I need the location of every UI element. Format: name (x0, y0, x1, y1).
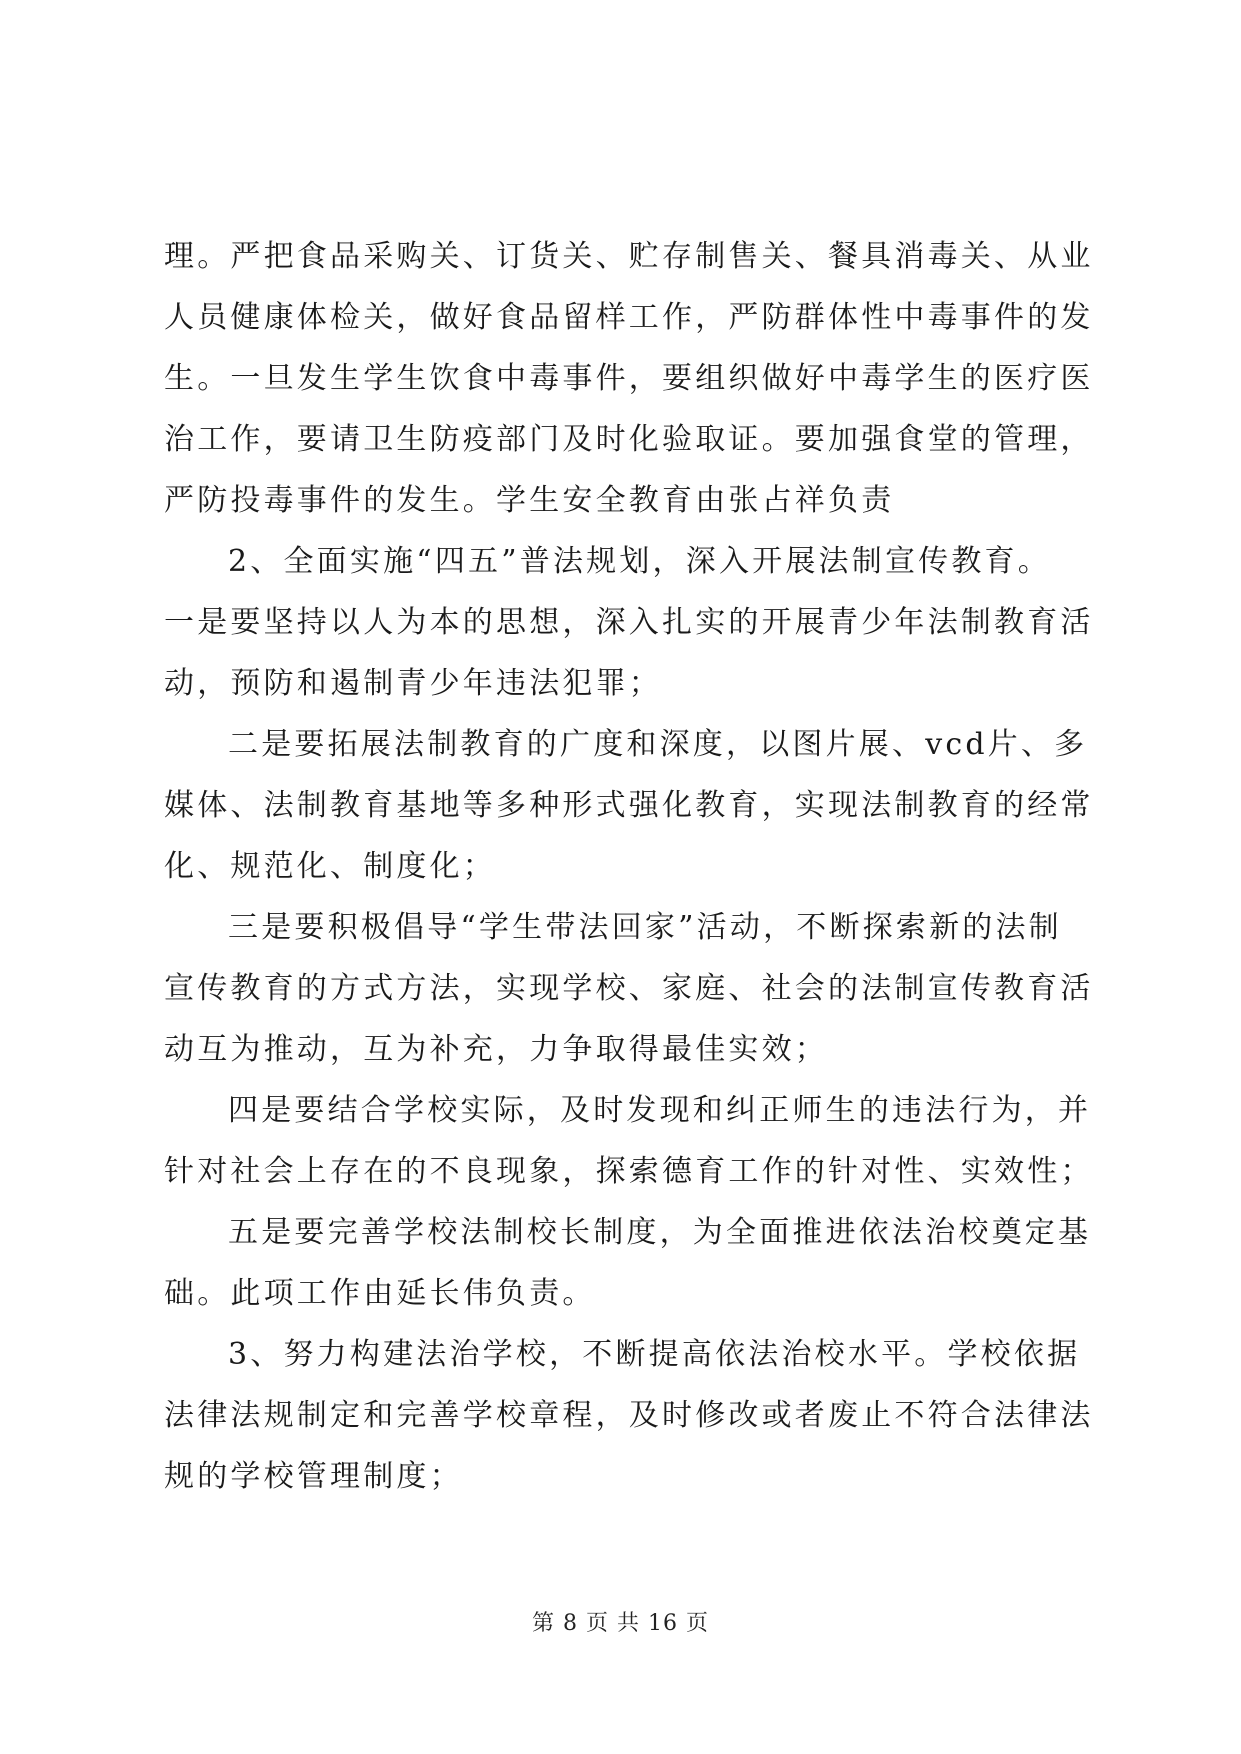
paragraph-start-line: 2、全面实施“四五”普法规划，深入开展法制宣传教育。 (228, 544, 1051, 579)
text-line: 治工作，要请卫生防疫部门及时化验取证。要加强食堂的管理， (164, 422, 1094, 457)
text-line: 础。此项工作由延长伟负责。 (164, 1276, 596, 1311)
text-line: 严防投毒事件的发生。学生安全教育由张占祥负责 (164, 483, 895, 518)
text-line: 媒体、法制教育基地等多种形式强化教育，实现法制教育的经常 (164, 788, 1094, 823)
document-body (164, 226, 1094, 1507)
paragraph-start-line: 三是要积极倡导“学生带法回家”活动，不断探索新的法制 (228, 910, 1062, 945)
text-line: 动，预防和遏制青少年违法犯罪； (164, 666, 662, 701)
text-line: 生。一旦发生学生饮食中毒事件，要组织做好中毒学生的医疗医 (164, 361, 1094, 396)
text-line: 宣传教育的方式方法，实现学校、家庭、社会的法制宣传教育活 (164, 971, 1094, 1006)
paragraph-start-line: 3、努力构建法治学校，不断提高依法治校水平。学校依据 (228, 1337, 1081, 1372)
text-line: 规的学校管理制度； (164, 1459, 463, 1494)
text-line: 动互为推动，互为补充，力争取得最佳实效； (164, 1032, 828, 1067)
page-number-footer: 第 8 页 共 16 页 (532, 1611, 709, 1636)
text-line: 人员健康体检关，做好食品留样工作，严防群体性中毒事件的发 (164, 300, 1094, 335)
text-line: 针对社会上存在的不良现象，探索德育工作的针对性、实效性； (164, 1154, 1094, 1189)
text-line: 化、规范化、制度化； (164, 849, 496, 884)
text-line: 一是要坚持以人为本的思想，深入扎实的开展青少年法制教育活 (164, 605, 1094, 640)
paragraph-start-line: 五是要完善学校法制校长制度，为全面推进依法治校奠定基 (228, 1215, 1092, 1250)
text-line: 法律法规制定和完善学校章程，及时修改或者废止不符合法律法 (164, 1398, 1094, 1433)
text-line: 理。严把食品采购关、订货关、贮存制售关、餐具消毒关、从业 (164, 239, 1094, 274)
paragraph-start-line: 四是要结合学校实际，及时发现和纠正师生的违法行为，并 (228, 1093, 1092, 1128)
paragraph-start-line: 二是要拓展法制教育的广度和深度，以图片展、vcd片、多 (228, 727, 1088, 762)
